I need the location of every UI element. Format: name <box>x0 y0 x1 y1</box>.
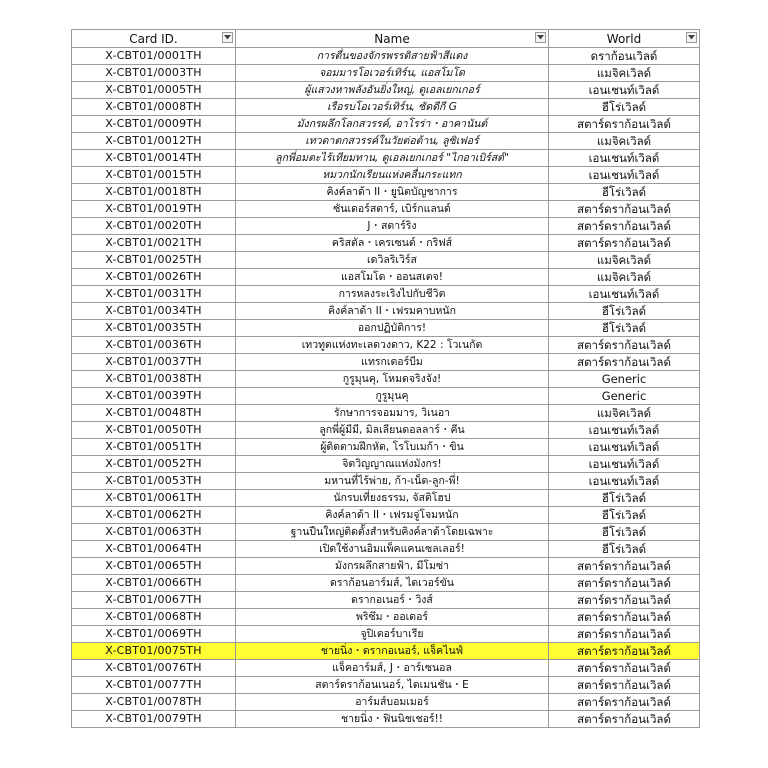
card-name-cell[interactable]: ชายนิ่ง・ดรากอเนอร์, แจ็คไนฟ์ <box>236 643 549 660</box>
world-cell[interactable]: แมจิคเวิลด์ <box>549 405 700 422</box>
table-row[interactable] <box>72 133 700 150</box>
table-row[interactable] <box>72 82 700 99</box>
header-card-id-label: Card ID. <box>129 31 178 46</box>
table-row[interactable] <box>72 48 700 65</box>
card-name-cell[interactable]: หมวกนักเรียนแห่งคลื่นกระแทก <box>236 167 549 184</box>
card-id-cell[interactable]: X-CBT01/0015TH <box>72 167 236 184</box>
card-name-cell[interactable]: คิงค์ลาด้า II・เฟรมคาบหนัก <box>236 303 549 320</box>
header-world <box>549 30 700 48</box>
header-name-label: Name <box>374 31 410 46</box>
card-name-cell[interactable]: พริซึม・ออเดอร์ <box>236 609 549 626</box>
table-row[interactable] <box>72 337 700 354</box>
world-cell[interactable]: สตาร์ดราก้อนเวิลด์ <box>549 235 700 252</box>
card-name-cell[interactable]: ลูกพี่อมตะไร้เทียมทาน, ดูเอลเยกเกอร์ "ไกอาเบิร์สต์" <box>236 150 549 167</box>
card-name-cell[interactable]: ผู้ติดตามฝึกหัด, โรโบเมก้า・ขิน <box>236 439 549 456</box>
table-row[interactable] <box>72 524 700 541</box>
card-name-cell[interactable]: กูรูมุนคุ, โหมดจริงจัง! <box>236 371 549 388</box>
table-row[interactable] <box>72 677 700 694</box>
card-name-cell[interactable]: รักษาการจอมมาร, วิเนอา <box>236 405 549 422</box>
world-cell[interactable]: สตาร์ดราก้อนเวิลด์ <box>549 575 700 592</box>
world-cell[interactable]: แมจิคเวิลด์ <box>549 65 700 82</box>
header-name <box>236 30 549 48</box>
card-id-cell[interactable]: X-CBT01/0068TH <box>72 609 236 626</box>
world-cell[interactable]: สตาร์ดราก้อนเวิลด์ <box>549 694 700 711</box>
world-cell[interactable]: แมจิคเวิลด์ <box>549 133 700 150</box>
card-name-cell[interactable]: ออกปฏิบัติการ! <box>236 320 549 337</box>
card-id-cell[interactable]: X-CBT01/0064TH <box>72 541 236 558</box>
card-name-cell[interactable]: คริสตัล・เครเซนต์・กริฟส์ <box>236 235 549 252</box>
table-row[interactable] <box>72 422 700 439</box>
card-id-cell[interactable]: X-CBT01/0062TH <box>72 507 236 524</box>
table-row[interactable] <box>72 626 700 643</box>
card-name-cell[interactable]: เปิดใช้งานอิมแพ็คแคนเซลเลอร์! <box>236 541 549 558</box>
card-name-cell[interactable]: จิตวิญญาณแห่งมังกร! <box>236 456 549 473</box>
table-row[interactable] <box>72 320 700 337</box>
world-cell[interactable]: แมจิคเวิลด์ <box>549 269 700 286</box>
card-id-cell[interactable]: X-CBT01/0069TH <box>72 626 236 643</box>
world-cell[interactable]: สตาร์ดราก้อนเวิลด์ <box>549 337 700 354</box>
table-row[interactable] <box>72 388 700 405</box>
world-cell[interactable]: เอนเชนท์เวิลด์ <box>549 473 700 490</box>
table-row[interactable] <box>72 694 700 711</box>
world-cell[interactable]: ดราก้อนเวิลด์ <box>549 48 700 65</box>
card-id-cell[interactable]: X-CBT01/0034TH <box>72 303 236 320</box>
card-name-cell[interactable]: มหานที่ไร้พ่าย, ก้า-เน็ด-ลูก-พี่! <box>236 473 549 490</box>
world-cell[interactable]: สตาร์ดราก้อนเวิลด์ <box>549 116 700 133</box>
world-cell[interactable]: ฮีโร่เวิลด์ <box>549 507 700 524</box>
card-id-cell[interactable]: X-CBT01/0012TH <box>72 133 236 150</box>
card-name-cell[interactable]: จูปิเตอร์บาเรีย <box>236 626 549 643</box>
card-id-cell[interactable]: X-CBT01/0052TH <box>72 456 236 473</box>
card-name-cell[interactable]: เดวิลริเวิร์ส <box>236 252 549 269</box>
card-id-cell[interactable]: X-CBT01/0038TH <box>72 371 236 388</box>
table-row[interactable] <box>72 558 700 575</box>
world-cell[interactable]: สตาร์ดราก้อนเวิลด์ <box>549 609 700 626</box>
table-row[interactable] <box>72 456 700 473</box>
table-row[interactable] <box>72 184 700 201</box>
dropdown-filter-icon <box>688 35 695 40</box>
card-id-cell[interactable]: X-CBT01/0018TH <box>72 184 236 201</box>
world-cell[interactable]: เอนเชนท์เวิลด์ <box>549 456 700 473</box>
world-cell[interactable]: Generic <box>549 371 700 388</box>
card-name-cell[interactable]: นักรบเที่ยงธรรม, จัสติโฮป <box>236 490 549 507</box>
table-row[interactable] <box>72 65 700 82</box>
dropdown-filter-icon <box>224 35 231 40</box>
table-row[interactable] <box>72 405 700 422</box>
card-id-cell[interactable]: X-CBT01/0048TH <box>72 405 236 422</box>
world-cell[interactable]: ฮีโร่เวิลด์ <box>549 524 700 541</box>
world-cell[interactable]: สตาร์ดราก้อนเวิลด์ <box>549 218 700 235</box>
dropdown-filter-icon <box>537 35 544 40</box>
header-card-id <box>72 30 236 48</box>
card-id-cell[interactable]: X-CBT01/0037TH <box>72 354 236 371</box>
card-id-cell[interactable]: X-CBT01/0003TH <box>72 65 236 82</box>
card-id-cell[interactable]: X-CBT01/0066TH <box>72 575 236 592</box>
world-cell[interactable]: เอนเชนท์เวิลด์ <box>549 439 700 456</box>
table-row[interactable] <box>72 439 700 456</box>
world-cell[interactable]: สตาร์ดราก้อนเวิลด์ <box>549 592 700 609</box>
card-id-cell[interactable]: X-CBT01/0053TH <box>72 473 236 490</box>
table-row[interactable] <box>72 269 700 286</box>
card-name-cell[interactable]: มังกรผลึกสายฟ้า, มีโมซ่า <box>236 558 549 575</box>
table-row[interactable] <box>72 201 700 218</box>
world-cell[interactable]: ฮีโร่เวิลด์ <box>549 541 700 558</box>
card-name-cell[interactable]: อาร์มส์บอมเมอร์ <box>236 694 549 711</box>
world-cell[interactable]: ฮีโร่เวิลด์ <box>549 320 700 337</box>
world-cell[interactable]: แมจิคเวิลด์ <box>549 252 700 269</box>
card-name-cell[interactable]: เทวดาตกสวรรค์ในวัยต่อต้าน, ลูซิเฟอร์ <box>236 133 549 150</box>
card-id-cell[interactable]: X-CBT01/0050TH <box>72 422 236 439</box>
table-row[interactable] <box>72 218 700 235</box>
card-id-cell[interactable]: X-CBT01/0075TH <box>72 643 236 660</box>
table-row[interactable] <box>72 150 700 167</box>
card-id-cell[interactable]: X-CBT01/0021TH <box>72 235 236 252</box>
world-cell[interactable]: สตาร์ดราก้อนเวิลด์ <box>549 558 700 575</box>
table-row[interactable] <box>72 643 700 660</box>
card-name-cell[interactable]: ดรากอเนอร์・วิงส์ <box>236 592 549 609</box>
world-cell[interactable]: เอนเชนท์เวิลด์ <box>549 82 700 99</box>
card-id-cell[interactable]: X-CBT01/0008TH <box>72 99 236 116</box>
card-id-cell[interactable]: X-CBT01/0077TH <box>72 677 236 694</box>
table-row[interactable] <box>72 473 700 490</box>
card-id-cell[interactable]: X-CBT01/0031TH <box>72 286 236 303</box>
world-cell[interactable]: ฮีโร่เวิลด์ <box>549 184 700 201</box>
card-name-cell[interactable]: การตื่นของจักรพรรดิสายฟ้าสีแดง <box>236 48 549 65</box>
table-row[interactable] <box>72 490 700 507</box>
table-row[interactable] <box>72 507 700 524</box>
world-cell[interactable]: เอนเชนท์เวิลด์ <box>549 167 700 184</box>
card-id-cell[interactable]: X-CBT01/0078TH <box>72 694 236 711</box>
card-id-cell[interactable]: X-CBT01/0005TH <box>72 82 236 99</box>
card-name-cell[interactable]: ซันเดอร์สตาร์, เบิร์กแลนด์ <box>236 201 549 218</box>
world-cell[interactable]: ฮีโร่เวิลด์ <box>549 99 700 116</box>
card-name-cell[interactable]: ฐานปืนใหญ่ติดตั้งสำหรับคิงค์ลาด้าโดยเฉพาะ <box>236 524 549 541</box>
card-name-cell[interactable]: แอสโมโด・ออนสเตจ! <box>236 269 549 286</box>
card-id-cell[interactable]: X-CBT01/0001TH <box>72 48 236 65</box>
world-cell[interactable]: ฮีโร่เวิลด์ <box>549 490 700 507</box>
table-row[interactable] <box>72 116 700 133</box>
card-id-cell[interactable]: X-CBT01/0067TH <box>72 592 236 609</box>
world-cell[interactable]: สตาร์ดราก้อนเวิลด์ <box>549 677 700 694</box>
card-id-cell[interactable]: X-CBT01/0009TH <box>72 116 236 133</box>
world-cell[interactable]: สตาร์ดราก้อนเวิลด์ <box>549 201 700 218</box>
table-row[interactable] <box>72 371 700 388</box>
card-id-cell[interactable]: X-CBT01/0014TH <box>72 150 236 167</box>
card-name-cell[interactable]: เทวทูตแห่งทะเลดวงดาว, K22 : โวเนกัต <box>236 337 549 354</box>
card-id-cell[interactable]: X-CBT01/0065TH <box>72 558 236 575</box>
card-list-table <box>71 29 700 728</box>
card-id-cell[interactable]: X-CBT01/0079TH <box>72 711 236 728</box>
table-row[interactable] <box>72 99 700 116</box>
world-cell[interactable]: สตาร์ดราก้อนเวิลด์ <box>549 354 700 371</box>
card-name-cell[interactable]: จอมมารโอเวอร์เทิร์น, แอสโมโด <box>236 65 549 82</box>
header-world-label: World <box>606 31 642 46</box>
card-id-cell[interactable]: X-CBT01/0035TH <box>72 320 236 337</box>
card-id-cell[interactable]: X-CBT01/0020TH <box>72 218 236 235</box>
card-id-cell[interactable]: X-CBT01/0076TH <box>72 660 236 677</box>
world-cell[interactable]: สตาร์ดราก้อนเวิลด์ <box>549 711 700 728</box>
table-row[interactable] <box>72 354 700 371</box>
table-row[interactable] <box>72 575 700 592</box>
card-id-cell[interactable]: X-CBT01/0025TH <box>72 252 236 269</box>
card-name-cell[interactable]: ลูกพี่ผู้มีมี, มิลเลียนดอลลาร์・คีน <box>236 422 549 439</box>
card-id-cell[interactable]: X-CBT01/0026TH <box>72 269 236 286</box>
card-name-cell[interactable]: สตาร์ดราก้อนเนอร์, ไดเมนชัน・E <box>236 677 549 694</box>
world-cell[interactable]: เอนเชนท์เวิลด์ <box>549 150 700 167</box>
card-name-cell[interactable]: เรือรบโอเวอร์เทิร์น, ซัดดีกี G <box>236 99 549 116</box>
table-row[interactable] <box>72 286 700 303</box>
card-name-cell[interactable]: แทรกเตอร์บีม <box>236 354 549 371</box>
world-cell[interactable]: สตาร์ดราก้อนเวิลด์ <box>549 643 700 660</box>
card-name-cell[interactable]: แจ็คอาร์มส์, J・อาร์เซนอล <box>236 660 549 677</box>
card-name-cell[interactable]: คิงค์ลาด้า II・เฟรมจู่โจมหนัก <box>236 507 549 524</box>
card-name-cell[interactable]: คิงค์ลาด้า II・ยูนิตบัญชาการ <box>236 184 549 201</box>
card-name-cell[interactable]: ดราก้อนอาร์มส์, ไดเวอร์ขัน <box>236 575 549 592</box>
table-row[interactable] <box>72 303 700 320</box>
world-cell[interactable]: สตาร์ดราก้อนเวิลด์ <box>549 626 700 643</box>
card-id-cell[interactable]: X-CBT01/0036TH <box>72 337 236 354</box>
table-row[interactable] <box>72 609 700 626</box>
card-id-cell[interactable]: X-CBT01/0019TH <box>72 201 236 218</box>
world-cell[interactable]: เอนเชนท์เวิลด์ <box>549 286 700 303</box>
world-cell[interactable]: Generic <box>549 388 700 405</box>
header-row <box>72 30 700 48</box>
name-filter-button[interactable] <box>535 32 546 43</box>
card-name-cell[interactable]: การหลงระเริงไปกับชีวิต <box>236 286 549 303</box>
world-cell[interactable]: สตาร์ดราก้อนเวิลด์ <box>549 660 700 677</box>
card-name-cell[interactable]: J・สตาร์ริง <box>236 218 549 235</box>
card-name-cell[interactable]: ผู้แสวงหาพลังอันยิ่งใหญ่, ดูเอลเยกเกอร์ <box>236 82 549 99</box>
world-cell[interactable]: ฮีโร่เวิลด์ <box>549 303 700 320</box>
card-name-cell[interactable]: กูรูมุนคุ <box>236 388 549 405</box>
card-id-cell[interactable]: X-CBT01/0063TH <box>72 524 236 541</box>
table-row[interactable] <box>72 167 700 184</box>
card-id-cell[interactable]: X-CBT01/0039TH <box>72 388 236 405</box>
table-row[interactable] <box>72 235 700 252</box>
card-name-cell[interactable]: มังกรผลึกโลกสวรรค์, อาโรร่า・อาคานันต์ <box>236 116 549 133</box>
card-id-cell[interactable]: X-CBT01/0051TH <box>72 439 236 456</box>
table-row[interactable] <box>72 592 700 609</box>
table-row[interactable] <box>72 711 700 728</box>
card-id-cell[interactable]: X-CBT01/0061TH <box>72 490 236 507</box>
table-body <box>72 48 700 728</box>
card-name-cell[interactable]: ชายนิ่ง・ฟินนิชเชอร์!! <box>236 711 549 728</box>
world-cell[interactable]: เอนเชนท์เวิลด์ <box>549 422 700 439</box>
table-row[interactable] <box>72 541 700 558</box>
table-row[interactable] <box>72 660 700 677</box>
card-id-filter-button[interactable] <box>222 32 233 43</box>
table-row[interactable] <box>72 252 700 269</box>
world-filter-button[interactable] <box>686 32 697 43</box>
